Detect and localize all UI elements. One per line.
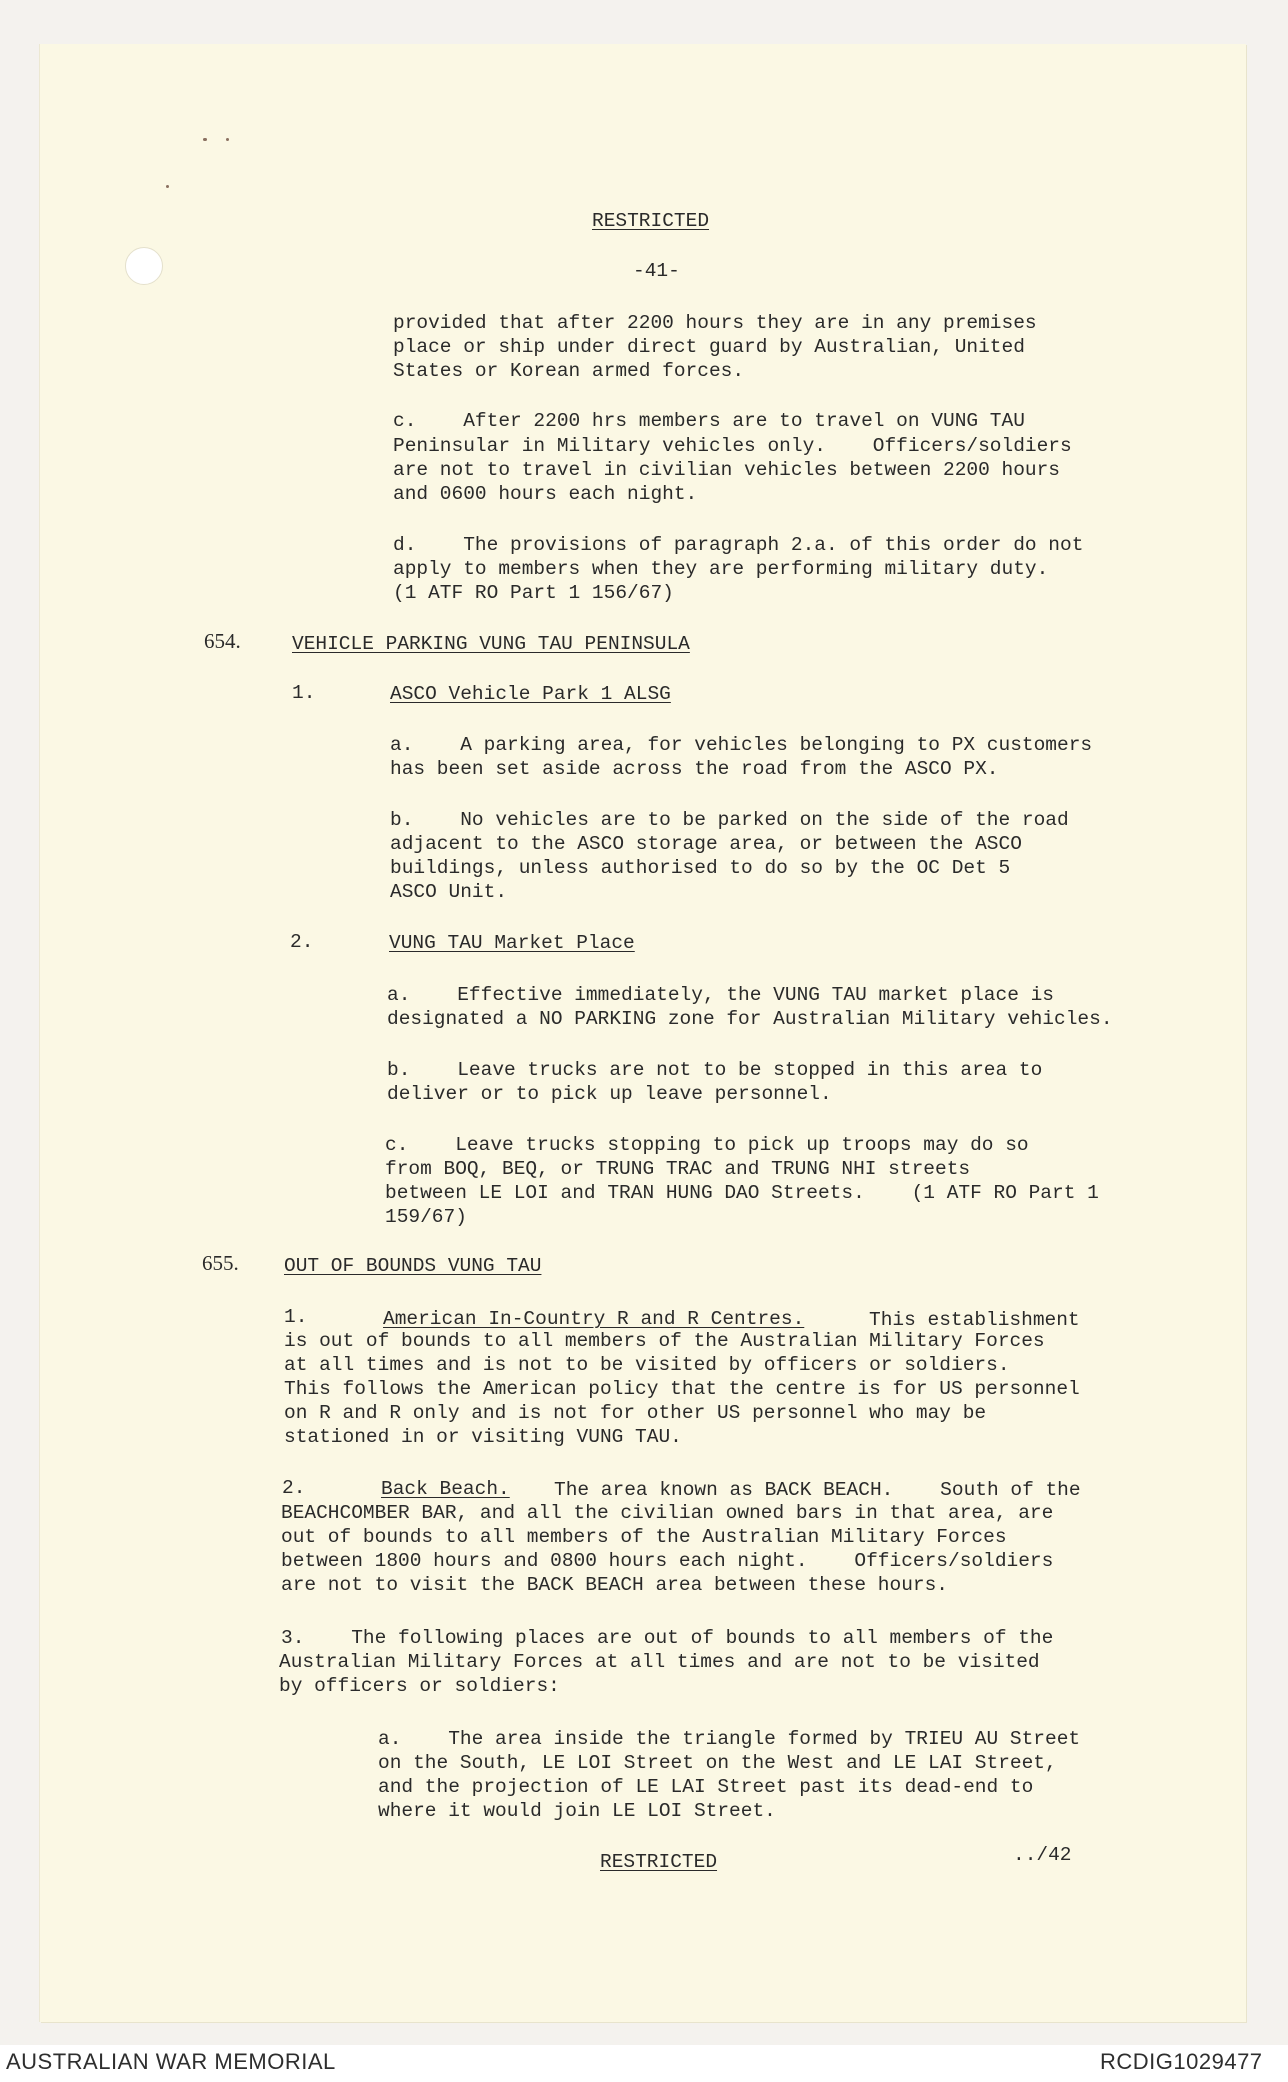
archive-institution: AUSTRALIAN WAR MEMORIAL [6, 2049, 336, 2074]
heading-back-beach: Back Beach. [381, 1478, 510, 1500]
page-number: -41- [633, 260, 680, 282]
archive-reference: RCDIG1029477 [1100, 2049, 1263, 2074]
ink-speck [203, 138, 207, 141]
subsection-number: 1. [292, 682, 316, 704]
continuation-marker: ../42 [1013, 1844, 1072, 1866]
subsection-title-market: VUNG TAU Market Place [389, 932, 635, 954]
section-title-655: OUT OF BOUNDS VUNG TAU [284, 1255, 542, 1277]
ink-speck [166, 185, 169, 188]
subsection-number: 2. [290, 931, 314, 953]
subsection-title-asco: ASCO Vehicle Park 1 ALSG [390, 683, 671, 705]
section-title-654: VEHICLE PARKING VUNG TAU PENINSULA [292, 633, 690, 655]
section-number-655: 655. [202, 1251, 239, 1275]
ink-speck [226, 138, 229, 141]
classification-footer: RESTRICTED [600, 1851, 718, 1873]
section-number-654: 654. [204, 629, 241, 653]
heading-rr-centres: American In-Country R and R Centres. [383, 1308, 805, 1330]
classification-header: RESTRICTED [592, 210, 710, 232]
punch-hole [125, 247, 163, 285]
